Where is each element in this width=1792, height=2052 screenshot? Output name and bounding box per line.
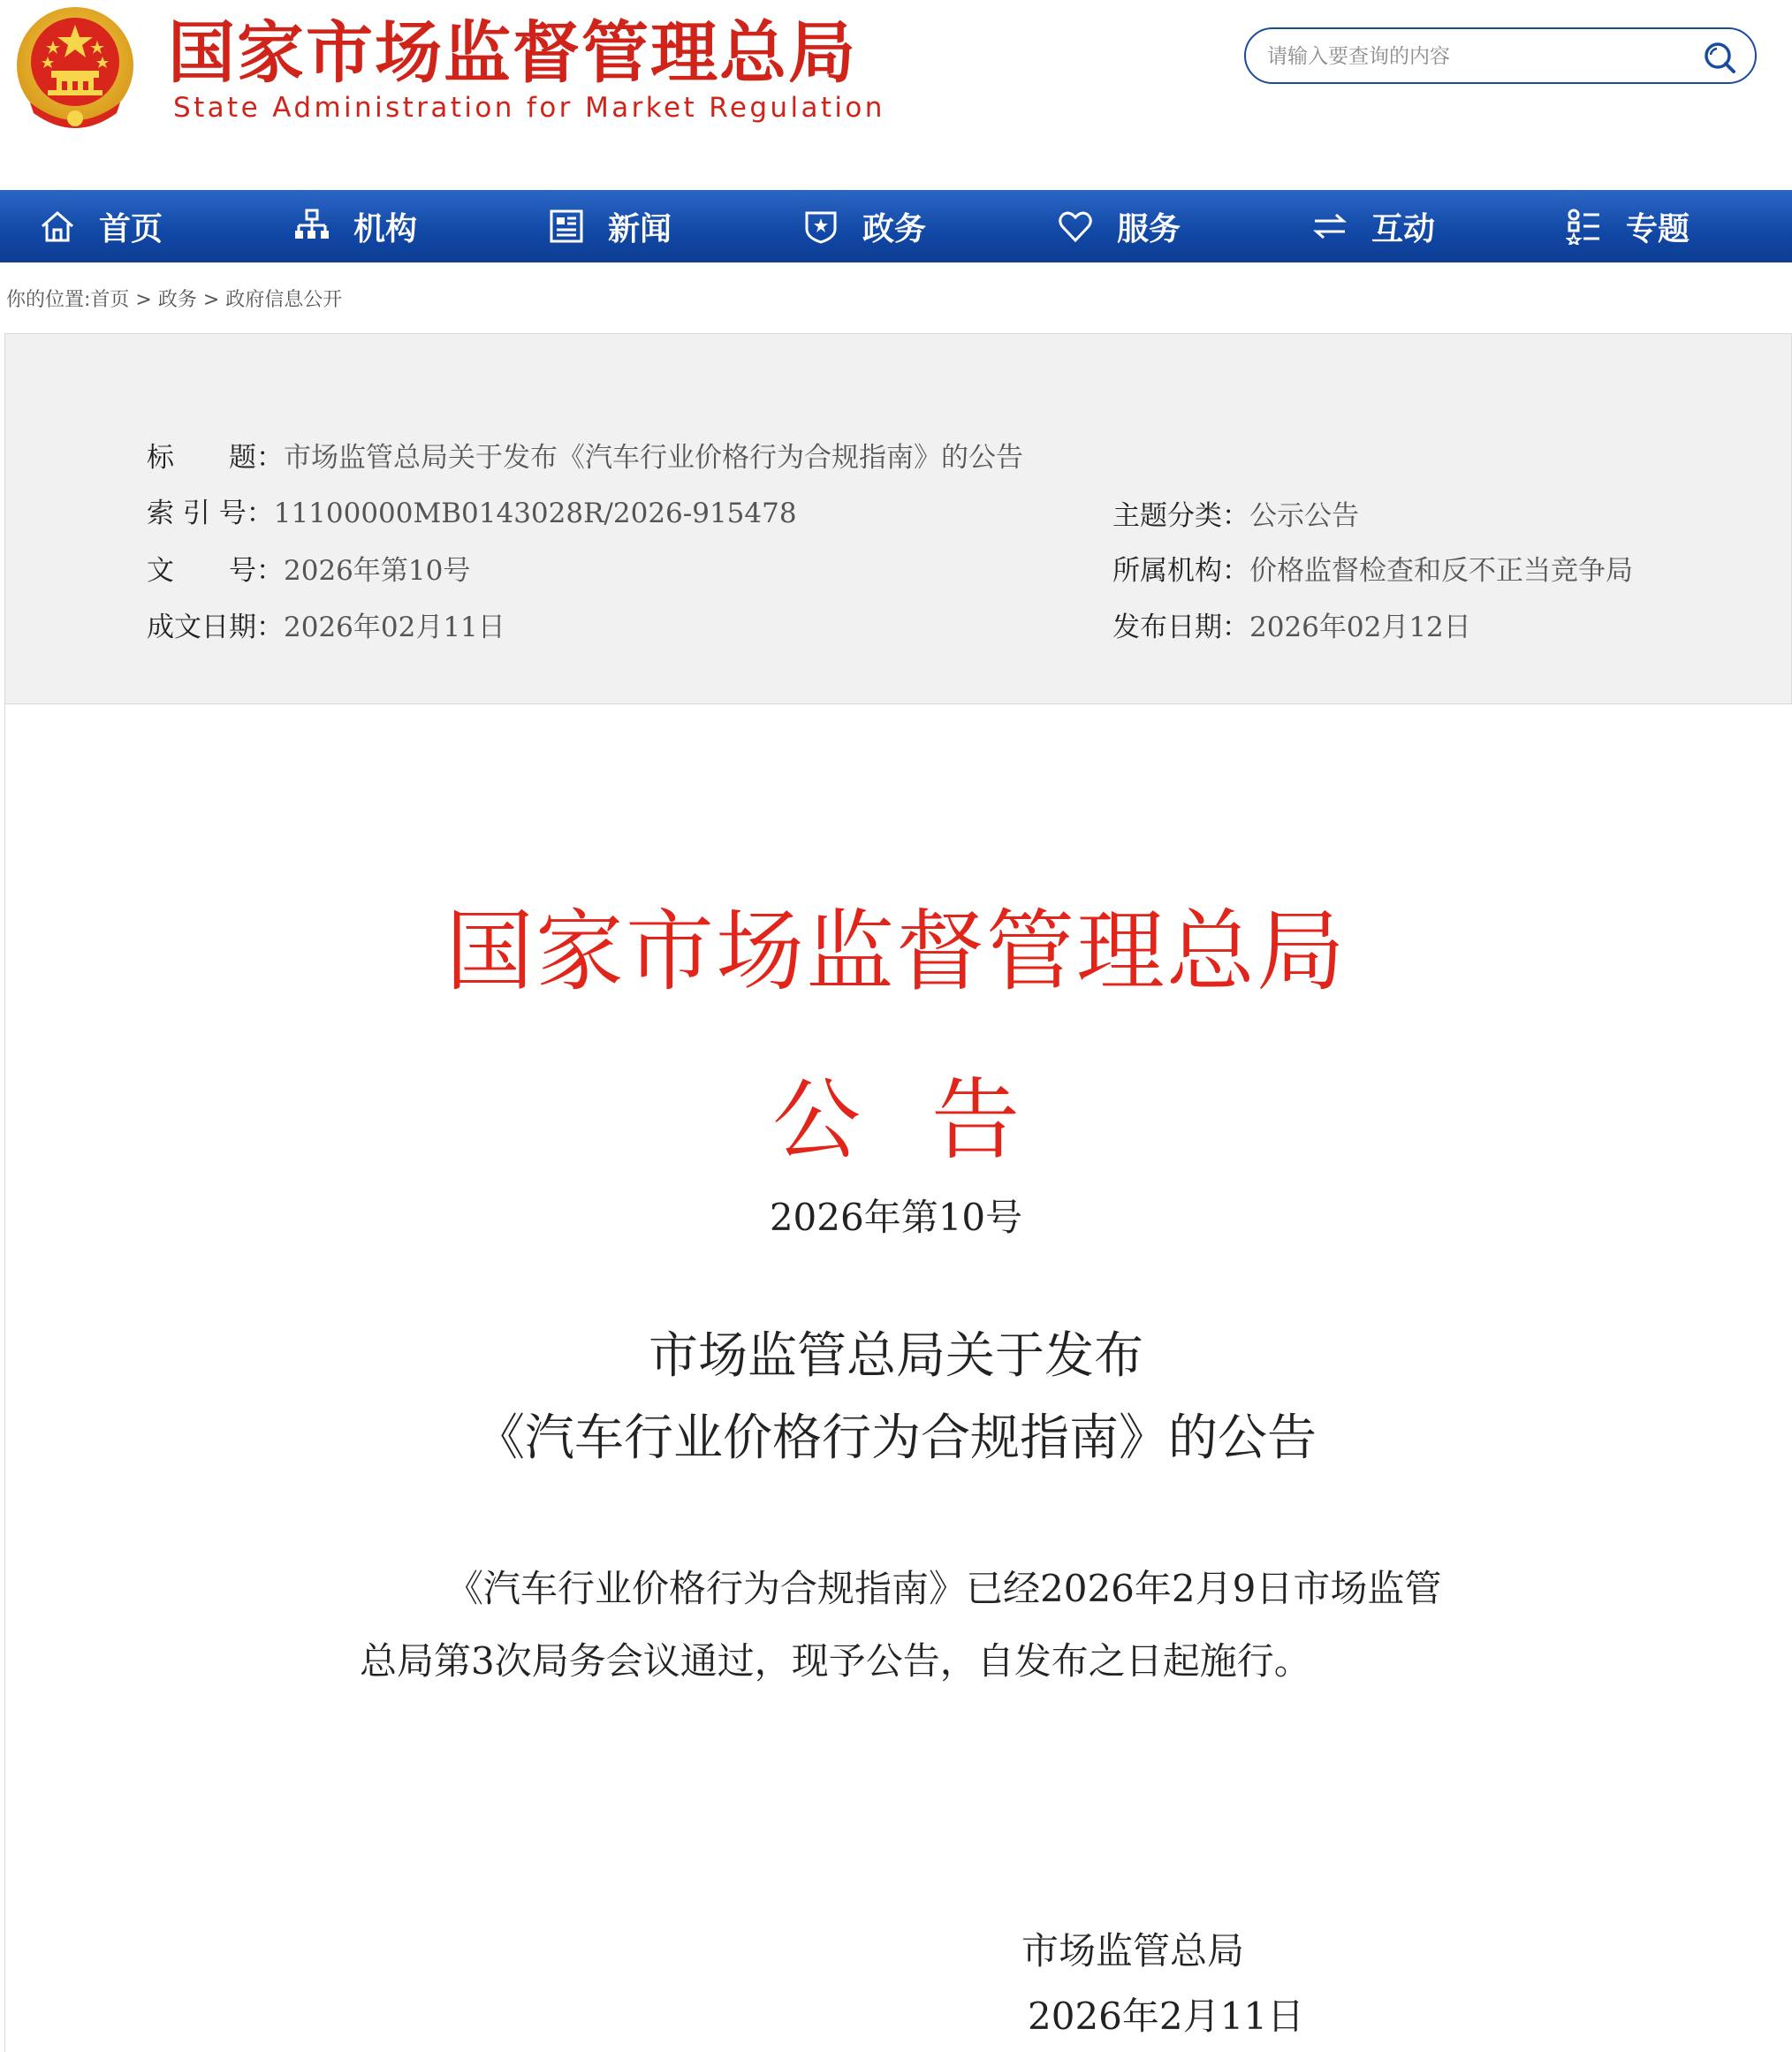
meta-written-date-row	[147, 610, 505, 645]
meta-published-date-row	[1112, 610, 1471, 645]
meta-index-row	[147, 496, 797, 531]
search-icon[interactable]	[1702, 40, 1737, 75]
topic-list-icon	[1566, 208, 1603, 245]
meta-agency-value: 价格监督检查和反不正当竞争局	[1249, 555, 1633, 587]
meta-written-date-value: 2026年02月11日	[284, 612, 505, 643]
meta-index-label: 索 引 号：	[147, 498, 274, 529]
main-nav	[0, 190, 1792, 262]
nav-item-news[interactable]	[548, 190, 672, 262]
meta-agency-row	[1112, 553, 1633, 589]
document-number: 2026年第10号	[769, 1196, 1023, 1239]
meta-written-date-label: 成文日期：	[147, 612, 284, 643]
nav-label: 政务	[862, 210, 927, 247]
national-emblem-icon[interactable]	[12, 5, 138, 136]
nav-label: 互动	[1371, 210, 1436, 247]
breadcrumb-prefix: 你的位置:	[6, 289, 91, 311]
meta-published-date-value: 2026年02月12日	[1249, 612, 1471, 643]
document-type: 公告	[772, 1068, 1090, 1172]
meta-category-label: 主题分类：	[1112, 500, 1249, 532]
shield-icon	[802, 208, 839, 245]
site-title: 国家市场监督管理总局	[168, 13, 857, 92]
nav-label: 服务	[1117, 210, 1181, 247]
nav-item-gov[interactable]	[802, 190, 926, 262]
document-signature-date: 2026年2月11日	[1028, 1995, 1305, 2038]
nav-item-service[interactable]	[1057, 190, 1181, 262]
document-body-line1: 《汽车行业价格行为合规指南》已经2026年2月9日市场监管	[446, 1567, 1442, 1610]
document-title-line1: 市场监管总局关于发布	[649, 1327, 1143, 1385]
exchange-icon	[1311, 208, 1348, 245]
meta-docno-row	[147, 553, 470, 589]
meta-published-date-label: 发布日期：	[1112, 612, 1249, 643]
document-org-header: 国家市场监督管理总局	[445, 900, 1347, 1003]
meta-index-value: 11100000MB0143028R/2026-915478	[273, 498, 797, 529]
site-header	[0, 0, 1792, 190]
nav-item-interact[interactable]	[1311, 190, 1435, 262]
nav-item-org[interactable]	[293, 190, 417, 262]
site-subtitle: State Administration for Market Regulation	[173, 92, 885, 124]
meta-category-row	[1112, 498, 1359, 534]
search-box	[1244, 27, 1757, 84]
breadcrumb-separator: >	[196, 289, 226, 311]
breadcrumb-home[interactable]: 首页	[90, 289, 130, 311]
document-signature-org: 市场监管总局	[1021, 1929, 1245, 1972]
search-input[interactable]	[1265, 36, 1684, 77]
meta-docno-label: 文 号：	[147, 555, 284, 587]
nav-label: 首页	[99, 210, 163, 247]
org-chart-icon	[293, 208, 330, 245]
meta-category-value: 公示公告	[1249, 500, 1359, 532]
meta-agency-label: 所属机构：	[1112, 555, 1249, 587]
meta-title-row	[147, 440, 1023, 475]
document-title-line2: 《汽车行业价格行为合规指南》的公告	[475, 1410, 1317, 1467]
nav-label: 专题	[1626, 210, 1690, 247]
home-icon	[39, 208, 76, 245]
nav-item-topics[interactable]	[1566, 190, 1689, 262]
nav-item-home[interactable]	[39, 190, 163, 262]
breadcrumb	[6, 285, 342, 312]
breadcrumb-info-disclosure[interactable]: 政府信息公开	[225, 289, 343, 311]
meta-title-value: 市场监管总局关于发布《汽车行业价格行为合规指南》的公告	[284, 442, 1023, 474]
document-meta-panel	[4, 333, 1792, 704]
nav-label: 机构	[353, 210, 418, 247]
meta-docno-value: 2026年第10号	[284, 555, 471, 587]
nav-label: 新闻	[608, 210, 672, 247]
breadcrumb-gov[interactable]: 政务	[157, 289, 197, 311]
heart-icon	[1057, 208, 1094, 245]
breadcrumb-separator: >	[129, 289, 158, 311]
meta-title-label: 标 题：	[147, 442, 284, 474]
news-icon	[548, 208, 585, 245]
document-body-line2: 总局第3次局务会议通过，现予公告，自发布之日起施行。	[360, 1639, 1311, 1683]
